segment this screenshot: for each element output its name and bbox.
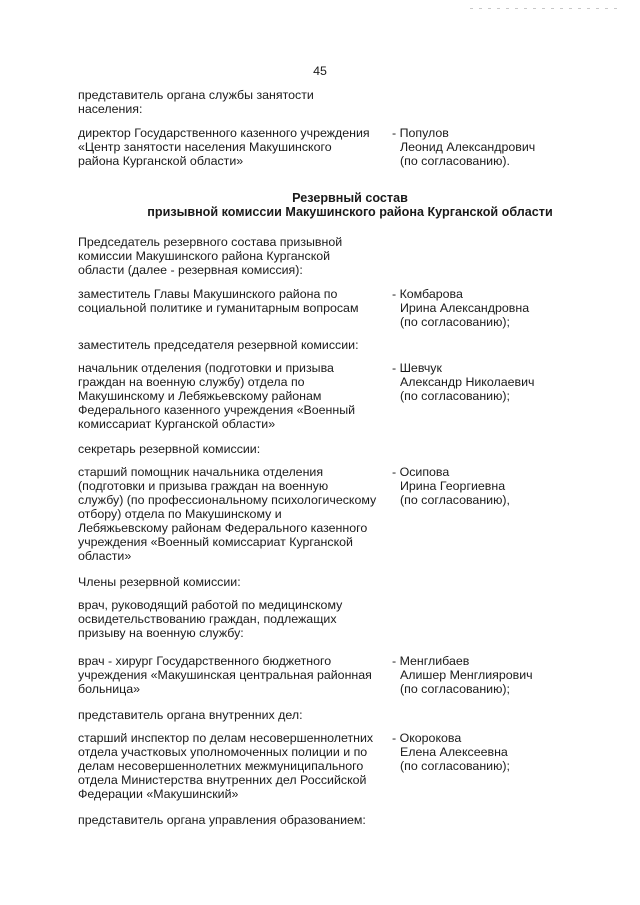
members-label: Члены резервной комиссии:: [78, 575, 241, 589]
police-label: представитель органа внутренних дел:: [78, 708, 303, 722]
chairman-label: Председатель резервного состава призывной комиссии Макушинского района Курганской области (далее - резервная комиссия):: [78, 235, 343, 277]
employment-service-person: - Популов Леонид Александрович (по согласованию).: [392, 126, 536, 168]
vice-chairman-label: заместитель председателя резервной комиссии:: [78, 338, 359, 352]
vice-chairman-person: - Шевчук Александр Николаевич (по согласованию);: [392, 361, 535, 403]
police-person: - Окорокова Елена Алексеевна (по согласованию);: [392, 731, 510, 773]
police-position: старший инспектор по делам несовершеннолетних отдела участковых уполномоченных полиции и по делам несовершеннолетних межмуниципального отдела Министерства внутренних дел Российской Федерации «Макушинский»: [78, 731, 374, 801]
secretary-position: старший помощник начальника отделения (подготовки и призыва граждан на военную службу) (по профессиональному психологическому отбору) отдела по Макушинскому и Лебяжьевскому районам Федерального казенного учреждения «Военный комиссариат Курганской области»: [78, 465, 377, 563]
surgeon-position: врач - хирург Государственного бюджетного учреждения «Макушинская центральная районная больница»: [78, 654, 372, 696]
medical-doctor-label: врач, руководящий работой по медицинскому освидетельствованию граждан, подлежащих призыву на военную службу:: [78, 598, 343, 640]
page-number: 45: [313, 64, 327, 78]
chairman-position: заместитель Главы Макушинского района по социальной политике и гуманитарным вопросам: [78, 287, 359, 315]
vice-chairman-position: начальник отделения (подготовки и призыва граждан на военную службу) отдела по Макушинскому и Лебяжьевскому районам Федерального казенного учреждения «Военный комиссариат Курганской области»: [78, 361, 356, 431]
scan-artifact: [470, 8, 620, 9]
chairman-person: - Комбарова Ирина Александровна (по согласованию);: [392, 287, 530, 329]
employment-service-label: представитель органа службы занятости населения:: [78, 88, 314, 116]
surgeon-person: - Менглибаев Алишер Менглиярович (по согласованию);: [392, 654, 533, 696]
secretary-person: - Осипова Ирина Георгиевна (по согласованию),: [392, 465, 510, 507]
education-label: представитель органа управления образованием:: [78, 813, 366, 827]
reserve-title: Резервный состав призывной комиссии Макушинского района Курганской области: [147, 191, 553, 219]
secretary-label: секретарь резервной комиссии:: [78, 442, 261, 456]
employment-service-position: директор Государственного казенного учреждения «Центр занятости населения Макушинского района Курганской области»: [78, 126, 370, 168]
